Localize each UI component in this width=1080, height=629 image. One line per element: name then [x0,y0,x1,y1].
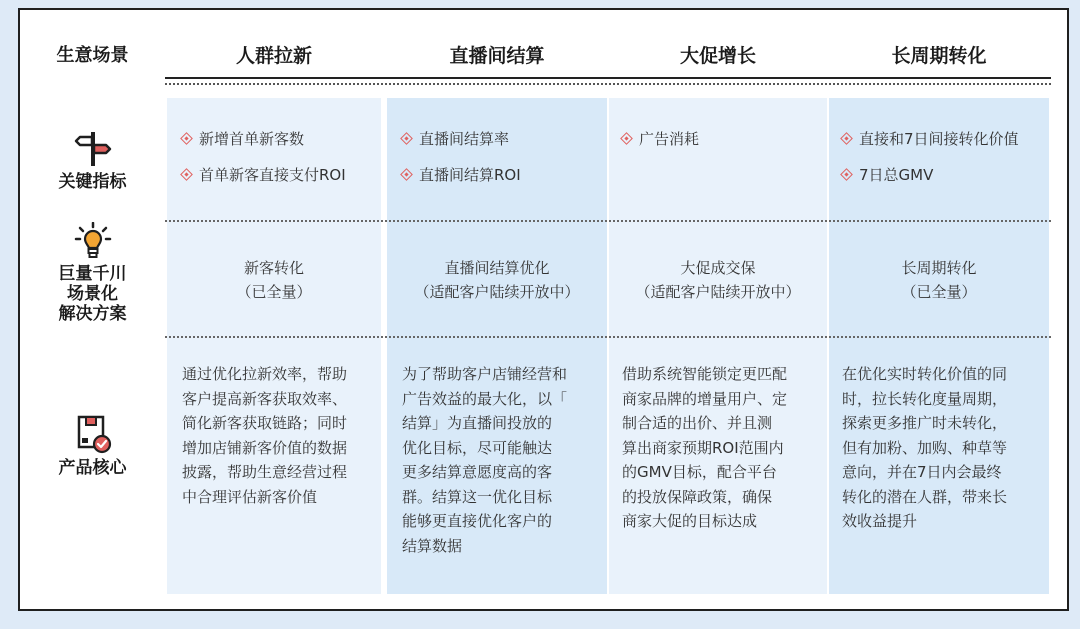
comparison-table [18,8,1069,611]
diamond-bullet-icon [400,168,413,181]
row-label-core [20,414,165,479]
row-divider [165,220,1051,222]
solution-name: 直播间结算优化 [444,259,550,277]
solution-note: （适配客户陆续开放中） [635,283,801,301]
metric-item: 首单新客直接支付ROI [182,164,346,185]
column-header-promotion: 大促增长 [679,44,756,67]
solution-note: （已全量） [901,283,977,301]
product-core-text: 在优化实时转化价值的同 时，拉长转化度量周期， 探索更多推广时未转化， 但有加粉、加购、种草等 意向，并在7日内会最终 转化的潜在人群，带来长 效收益提升 [842,365,1008,530]
solution-cell [609,256,827,304]
solution-name: 大促成交保 [680,259,756,277]
column-header-long-cycle: 长周期转化 [891,44,987,67]
column-header-acquisition: 人群拉新 [235,44,312,67]
row-label-core-text: 产品核心 [58,458,127,478]
row-label-solution-line: 场景化 [67,284,118,304]
diamond-bullet-icon [840,168,853,181]
solution-name: 新客转化 [243,259,304,277]
diamond-bullet-icon [840,132,853,145]
row-label-metrics-text: 关键指标 [58,172,127,192]
row-divider [165,336,1051,338]
column-header-live-settlement: 直播间结算 [449,44,545,67]
metric-item: 直播间结算ROI [402,164,521,185]
row-header-label: 生意场景 [56,45,129,66]
signpost-icon [72,128,114,168]
product-core-text: 为了帮助客户店铺经营和 广告效益的最大化，以「 结算」为直播间投放的 优化目标，尽可能触达 更多结算意愿度高的客 群。结算这一优化目标 能够更直接优化客户的 结算数据 [402,365,568,555]
header-dotted-divider [165,83,1051,85]
row-label-metrics [20,128,165,193]
solution-cell [387,256,607,304]
lightbulb-icon [72,222,114,260]
row-label-solution-line: 解决方案 [58,304,127,324]
diamond-bullet-icon [180,168,193,181]
solution-note: （已全量） [236,283,312,301]
solution-cell [829,256,1049,304]
solution-cell [167,256,381,304]
solution-note: （适配客户陆续开放中） [414,283,580,301]
metric-item: 广告消耗 [622,128,699,149]
product-box-icon [72,414,114,454]
solution-name: 长周期转化 [901,259,977,277]
product-core-text: 通过优化拉新效率，帮助 客户提高新客获取效率、 简化新客获取链路；同时 增加店铺新客价值的数据 披露，帮助生意经营过程 中合理评估新客价值 [182,365,348,506]
metric-item: 新增首单新客数 [182,128,304,149]
product-core-text: 借助系统智能锁定更匹配 商家品牌的增量用户、定 制合适的出价、并且测 算出商家预期ROI范围内 的GMV目标，配合平台 的投放保障政策，确保 商家大促的目标达成 [622,365,788,530]
row-label-solution [20,222,165,324]
metric-item: 7日总GMV [842,164,933,185]
diamond-bullet-icon [180,132,193,145]
diamond-bullet-icon [620,132,633,145]
diamond-bullet-icon [400,132,413,145]
metric-item: 直接和7日间接转化价值 [842,128,1019,149]
metric-item: 直播间结算率 [402,128,509,149]
row-label-solution-line: 巨量千川 [58,264,127,284]
header-divider [165,77,1051,79]
